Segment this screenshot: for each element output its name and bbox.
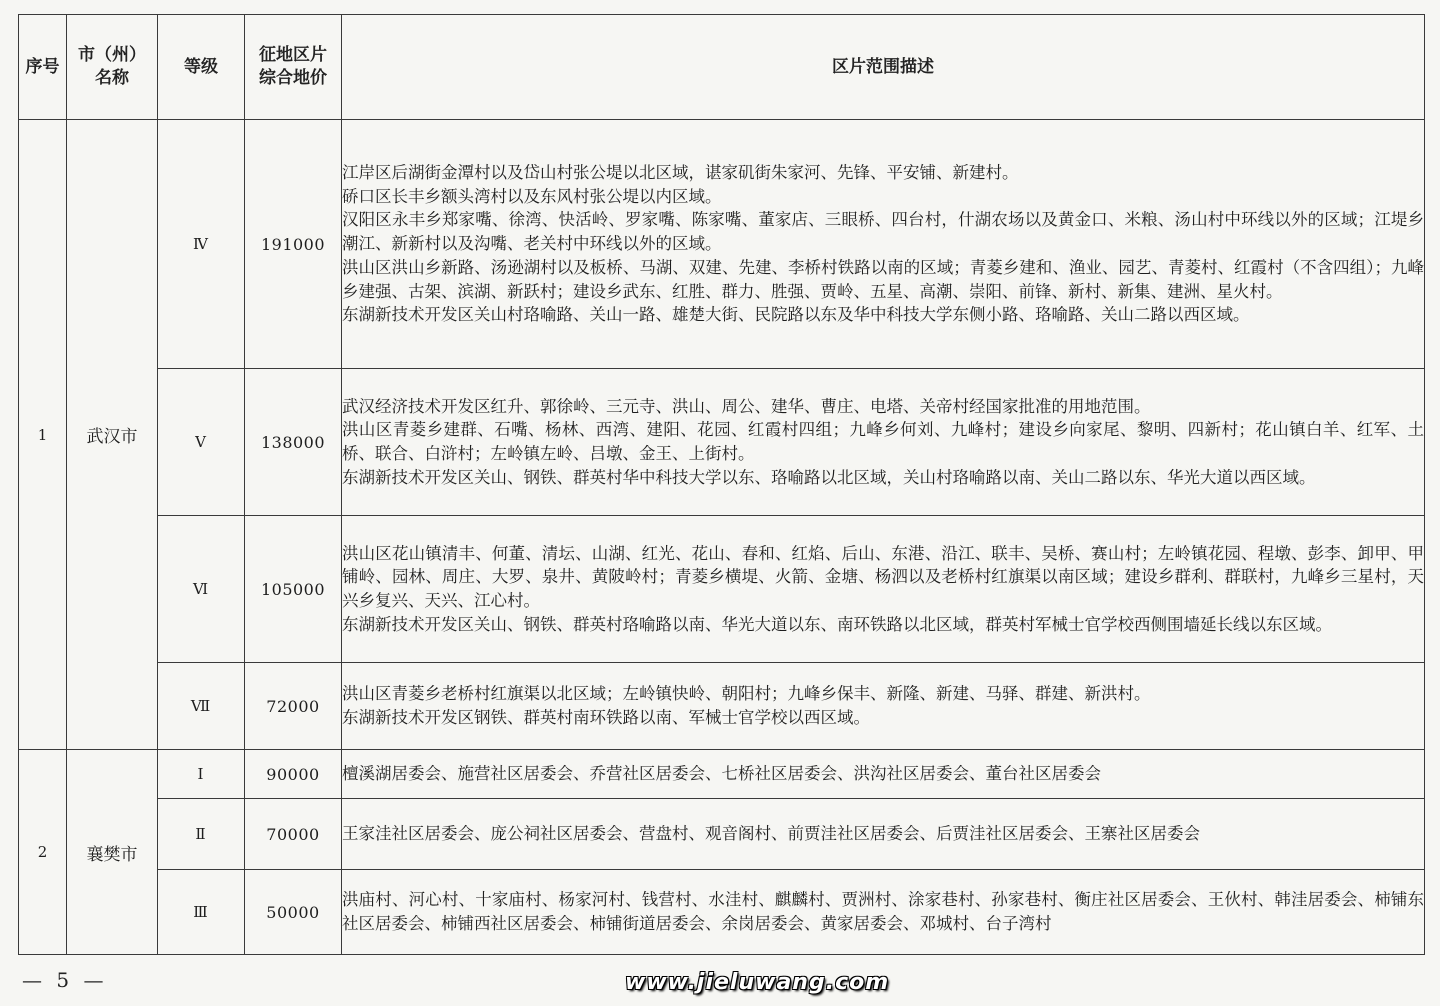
grade-cell: Ⅳ xyxy=(158,120,245,369)
table-row xyxy=(19,516,1425,663)
grade-cell: Ⅶ xyxy=(158,663,245,750)
desc-line: 硚口区长丰乡额头湾村以及东风村张公堤以内区域。 xyxy=(342,186,722,206)
header-price-line2: 综合地价 xyxy=(259,68,327,88)
header-row xyxy=(19,15,1425,120)
desc-line: 洪山区花山镇清丰、何董、清坛、山湖、红光、花山、春和、红焰、后山、东港、沿江、联丰、吴桥、赛山村；左岭镇花园、程墩、彭李、卸甲、甲铺岭、园林、周庄、大罗、泉井、黄陂岭村；青菱乡横堤、火箭、金塘、杨泗以及老桥村红旗渠以南区域；建设乡群利、群联村，九峰乡三星村，天兴乡复兴、天兴、江心村。 xyxy=(342,543,1424,610)
desc-line: 洪山区青菱乡建群、石嘴、杨林、西湾、建阳、花园、红霞村四组；九峰乡何刘、九峰村；建设乡向家尾、黎明、四新村；花山镇白羊、红军、土桥、联合、白浒村；左岭镇左岭、吕墩、金王、上街村。 xyxy=(342,420,1424,463)
price-cell: 90000 xyxy=(245,750,342,799)
land-price-table xyxy=(18,14,1425,955)
table-row xyxy=(19,663,1425,750)
desc-line: 洪山区洪山乡新路、汤逊湖村以及板桥、马湖、双建、先建、李桥村铁路以南的区域；青菱乡建和、渔业、园艺、青菱村、红霞村（不含四组）；九峰乡建强、古架、滨湖、新跃村；建设乡武东、红胜、群力、胜强、贾岭、五星、高潮、崇阳、前锋、新村、新集、建洲、星火村。 xyxy=(342,257,1424,301)
city-cell: 武汉市 xyxy=(67,120,158,750)
header-city-line2: 名称 xyxy=(95,68,129,88)
grade-cell: Ⅰ xyxy=(158,750,245,799)
desc-line: 洪庙村、河心村、十家庙村、杨家河村、钱营村、水洼村、麒麟村、贾洲村、涂家巷村、孙家巷村、衡庄社区居委会、王伙村、韩洼居委会、柿铺东社区居委会、柿铺西社区居委会、柿铺街道居委会、余岗居委会、黄家居委会、邓城村、台子湾村 xyxy=(342,890,1424,933)
header-grade: 等级 xyxy=(158,15,245,120)
desc-cell xyxy=(342,870,1425,955)
city-cell: 襄樊市 xyxy=(67,750,158,955)
desc-line: 洪山区青菱乡老桥村红旗渠以北区域；左岭镇快岭、朝阳村；九峰乡保丰、新隆、新建、马驿、群建、新洪村。 xyxy=(342,684,1151,704)
price-cell: 70000 xyxy=(245,799,342,870)
desc-line: 江岸区后湖街金潭村以及岱山村张公堤以北区域，谌家矶街朱家河、先锋、平安铺、新建村。 xyxy=(342,163,1019,183)
table-row xyxy=(19,120,1425,369)
price-cell: 72000 xyxy=(245,663,342,750)
desc-cell xyxy=(342,799,1425,870)
desc-line: 汉阳区永丰乡郑家嘴、徐湾、快活岭、罗家嘴、陈家嘴、董家店、三眼桥、四台村，什湖农场以及黄金口、米粮、汤山村中环线以外的区域；江堤乡潮江、新新村以及沟嘴、老关村中环线以外的区域。 xyxy=(342,210,1424,254)
page-number: — 5 — xyxy=(22,968,108,992)
table-row xyxy=(19,750,1425,799)
price-cell: 50000 xyxy=(245,870,342,955)
table-row xyxy=(19,870,1425,955)
seq-cell: 2 xyxy=(19,750,67,955)
desc-line: 檀溪湖居委会、施营社区居委会、乔营社区居委会、七桥社区居委会、洪沟社区居委会、董台社区居委会 xyxy=(342,764,1101,784)
seq-cell: 1 xyxy=(19,120,67,750)
desc-line: 东湖新技术开发区关山村珞喻路、关山一路、雄楚大街、民院路以东及华中科技大学东侧小路、珞喻路、关山二路以西区域。 xyxy=(342,305,1250,325)
header-seq: 序号 xyxy=(19,15,67,120)
desc-line: 东湖新技术开发区钢铁、群英村南环铁路以南、军械士官学校以西区域。 xyxy=(342,708,870,727)
desc-line: 王家洼社区居委会、庞公祠社区居委会、营盘村、观音阁村、前贾洼社区居委会、后贾洼社区居委会、王寨社区居委会 xyxy=(342,824,1200,844)
header-price-line1: 征地区片 xyxy=(259,45,327,65)
grade-cell: Ⅴ xyxy=(158,369,245,516)
header-price xyxy=(245,15,342,120)
price-cell: 138000 xyxy=(245,369,342,516)
header-city-line1: 市（州） xyxy=(78,45,146,65)
price-cell: 105000 xyxy=(245,516,342,663)
watermark: www.jieluwang.com xyxy=(625,970,890,995)
desc-line: 武汉经济技术开发区红升、郭徐岭、三元寺、洪山、周公、建华、曹庄、电塔、关帝村经国家批准的用地范围。 xyxy=(342,396,1151,416)
grade-cell: Ⅲ xyxy=(158,870,245,955)
header-city xyxy=(67,15,158,120)
grade-cell: Ⅵ xyxy=(158,516,245,663)
table-row xyxy=(19,369,1425,516)
desc-line: 东湖新技术开发区关山、钢铁、群英村珞喻路以南、华光大道以东、南环铁路以北区域，群英村军械士官学校西侧围墙延长线以东区域。 xyxy=(342,614,1332,634)
desc-cell xyxy=(342,120,1425,369)
table-row xyxy=(19,799,1425,870)
desc-line: 东湖新技术开发区关山、钢铁、群英村华中科技大学以东、珞喻路以北区域，关山村珞喻路以南、关山二路以东、华光大道以西区域。 xyxy=(342,467,1316,487)
desc-cell xyxy=(342,663,1425,750)
desc-cell xyxy=(342,516,1425,663)
header-desc: 区片范围描述 xyxy=(342,15,1425,120)
desc-cell xyxy=(342,750,1425,799)
price-cell: 191000 xyxy=(245,120,342,369)
desc-cell xyxy=(342,369,1425,516)
grade-cell: Ⅱ xyxy=(158,799,245,870)
